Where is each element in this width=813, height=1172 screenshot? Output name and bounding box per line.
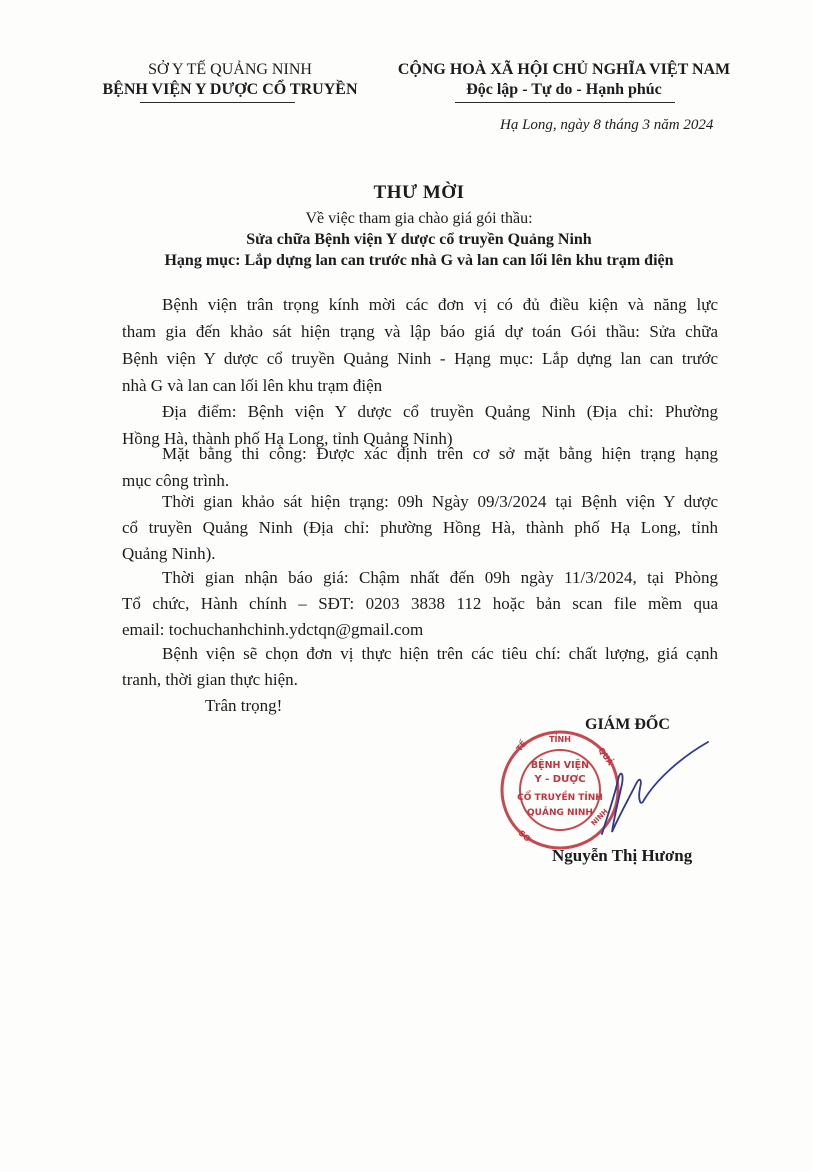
- body-line: Bệnh viện Y dược cổ truyền Quảng Ninh - Hạng mục: Lắp dựng lan can trước: [122, 349, 718, 368]
- body-line: Địa điểm: Bệnh viện Y dược cổ truyền Quảng Ninh (Địa chỉ: Phường: [162, 402, 718, 421]
- body-line: nhà G và lan can lối lên khu trạm điện: [122, 376, 383, 395]
- body-line: Thời gian nhận báo giá: Chậm nhất đến 09h ngày 11/3/2024, tại Phòng: [162, 568, 718, 587]
- subject-project: Sửa chữa Bệnh viện Y dược cổ truyền Quảng Ninh: [246, 231, 592, 248]
- svg-text:TỈNH: TỈNH: [549, 735, 571, 744]
- stamp-text-line: CỔ TRUYỀN TỈNH: [517, 793, 603, 803]
- body-line: tranh, thời gian thực hiện.: [122, 670, 298, 689]
- body-line: Bệnh viện trân trọng kính mời các đơn vị có đủ điều kiện và năng lực: [162, 295, 718, 314]
- subject-item: Hạng mục: Lắp dựng lan can trước nhà G và lan can lối lên khu trạm điện: [164, 252, 674, 269]
- stamp-text-line: BỆNH VIỆN: [530, 760, 590, 771]
- body-line: tham gia đến khảo sát hiện trạng và lập báo giá dự toán Gói thầu: Sửa chữa: [122, 322, 718, 341]
- svg-text:SƠ: SƠ: [516, 828, 533, 844]
- svg-text:QUẢ: QUẢ: [596, 745, 615, 768]
- body-line: Quảng Ninh).: [122, 544, 216, 563]
- body-line: cổ truyền Quảng Ninh (Địa chỉ: phường Hồng Hà, thành phố Hạ Long, tỉnh: [122, 518, 718, 537]
- org-underline: [140, 102, 295, 103]
- body-line: Bệnh viện sẽ chọn đơn vị thực hiện trên các tiêu chí: chất lượng, giá cạnh: [162, 644, 718, 663]
- stamp-text-line: Y - DƯỢC: [534, 774, 586, 785]
- body-line: Tổ chức, Hành chính – SĐT: 0203 3838 112 hoặc bản scan file mềm qua: [122, 594, 718, 613]
- body-line: Thời gian khảo sát hiện trạng: 09h Ngày 09/3/2024 tại Bệnh viện Y dược: [162, 492, 718, 511]
- svg-text:TẾ: TẾ: [514, 739, 529, 754]
- stamp-seal: [502, 732, 618, 848]
- org-name: BỆNH VIỆN Y DƯỢC CỔ TRUYỀN: [102, 81, 358, 98]
- body-line: mục công trình.: [122, 471, 230, 490]
- motto-underline: [455, 102, 675, 103]
- letter-title: THƯ MỜI: [373, 182, 465, 203]
- signer-title: GIÁM ĐỐC: [585, 716, 670, 733]
- motto: Độc lập - Tự do - Hạnh phúc: [466, 81, 662, 98]
- country-name: CỘNG HOÀ XÃ HỘI CHỦ NGHĨA VIỆT NAM: [397, 61, 731, 78]
- svg-text:NINH: NINH: [589, 807, 610, 828]
- body-line: Hồng Hà, thành phố Hạ Long, tỉnh Quảng Ninh): [122, 429, 453, 448]
- signer-name: Nguyễn Thị Hương: [552, 846, 693, 865]
- subject-intro: Về việc tham gia chào giá gói thầu:: [305, 210, 533, 227]
- stamp-text-line: QUẢNG NINH: [527, 808, 593, 818]
- email-line: email: tochuchanhchinh.ydctqn@gmail.com: [122, 620, 424, 639]
- body-line: Mặt bằng thi công: Được xác định trên cơ sở mặt bằng hiện trạng hạng: [162, 444, 718, 463]
- date-line: Hạ Long, ngày 8 tháng 3 năm 2024: [500, 117, 714, 133]
- org-parent: SỞ Y TẾ QUẢNG NINH: [148, 61, 312, 78]
- closing: Trân trọng!: [205, 696, 283, 715]
